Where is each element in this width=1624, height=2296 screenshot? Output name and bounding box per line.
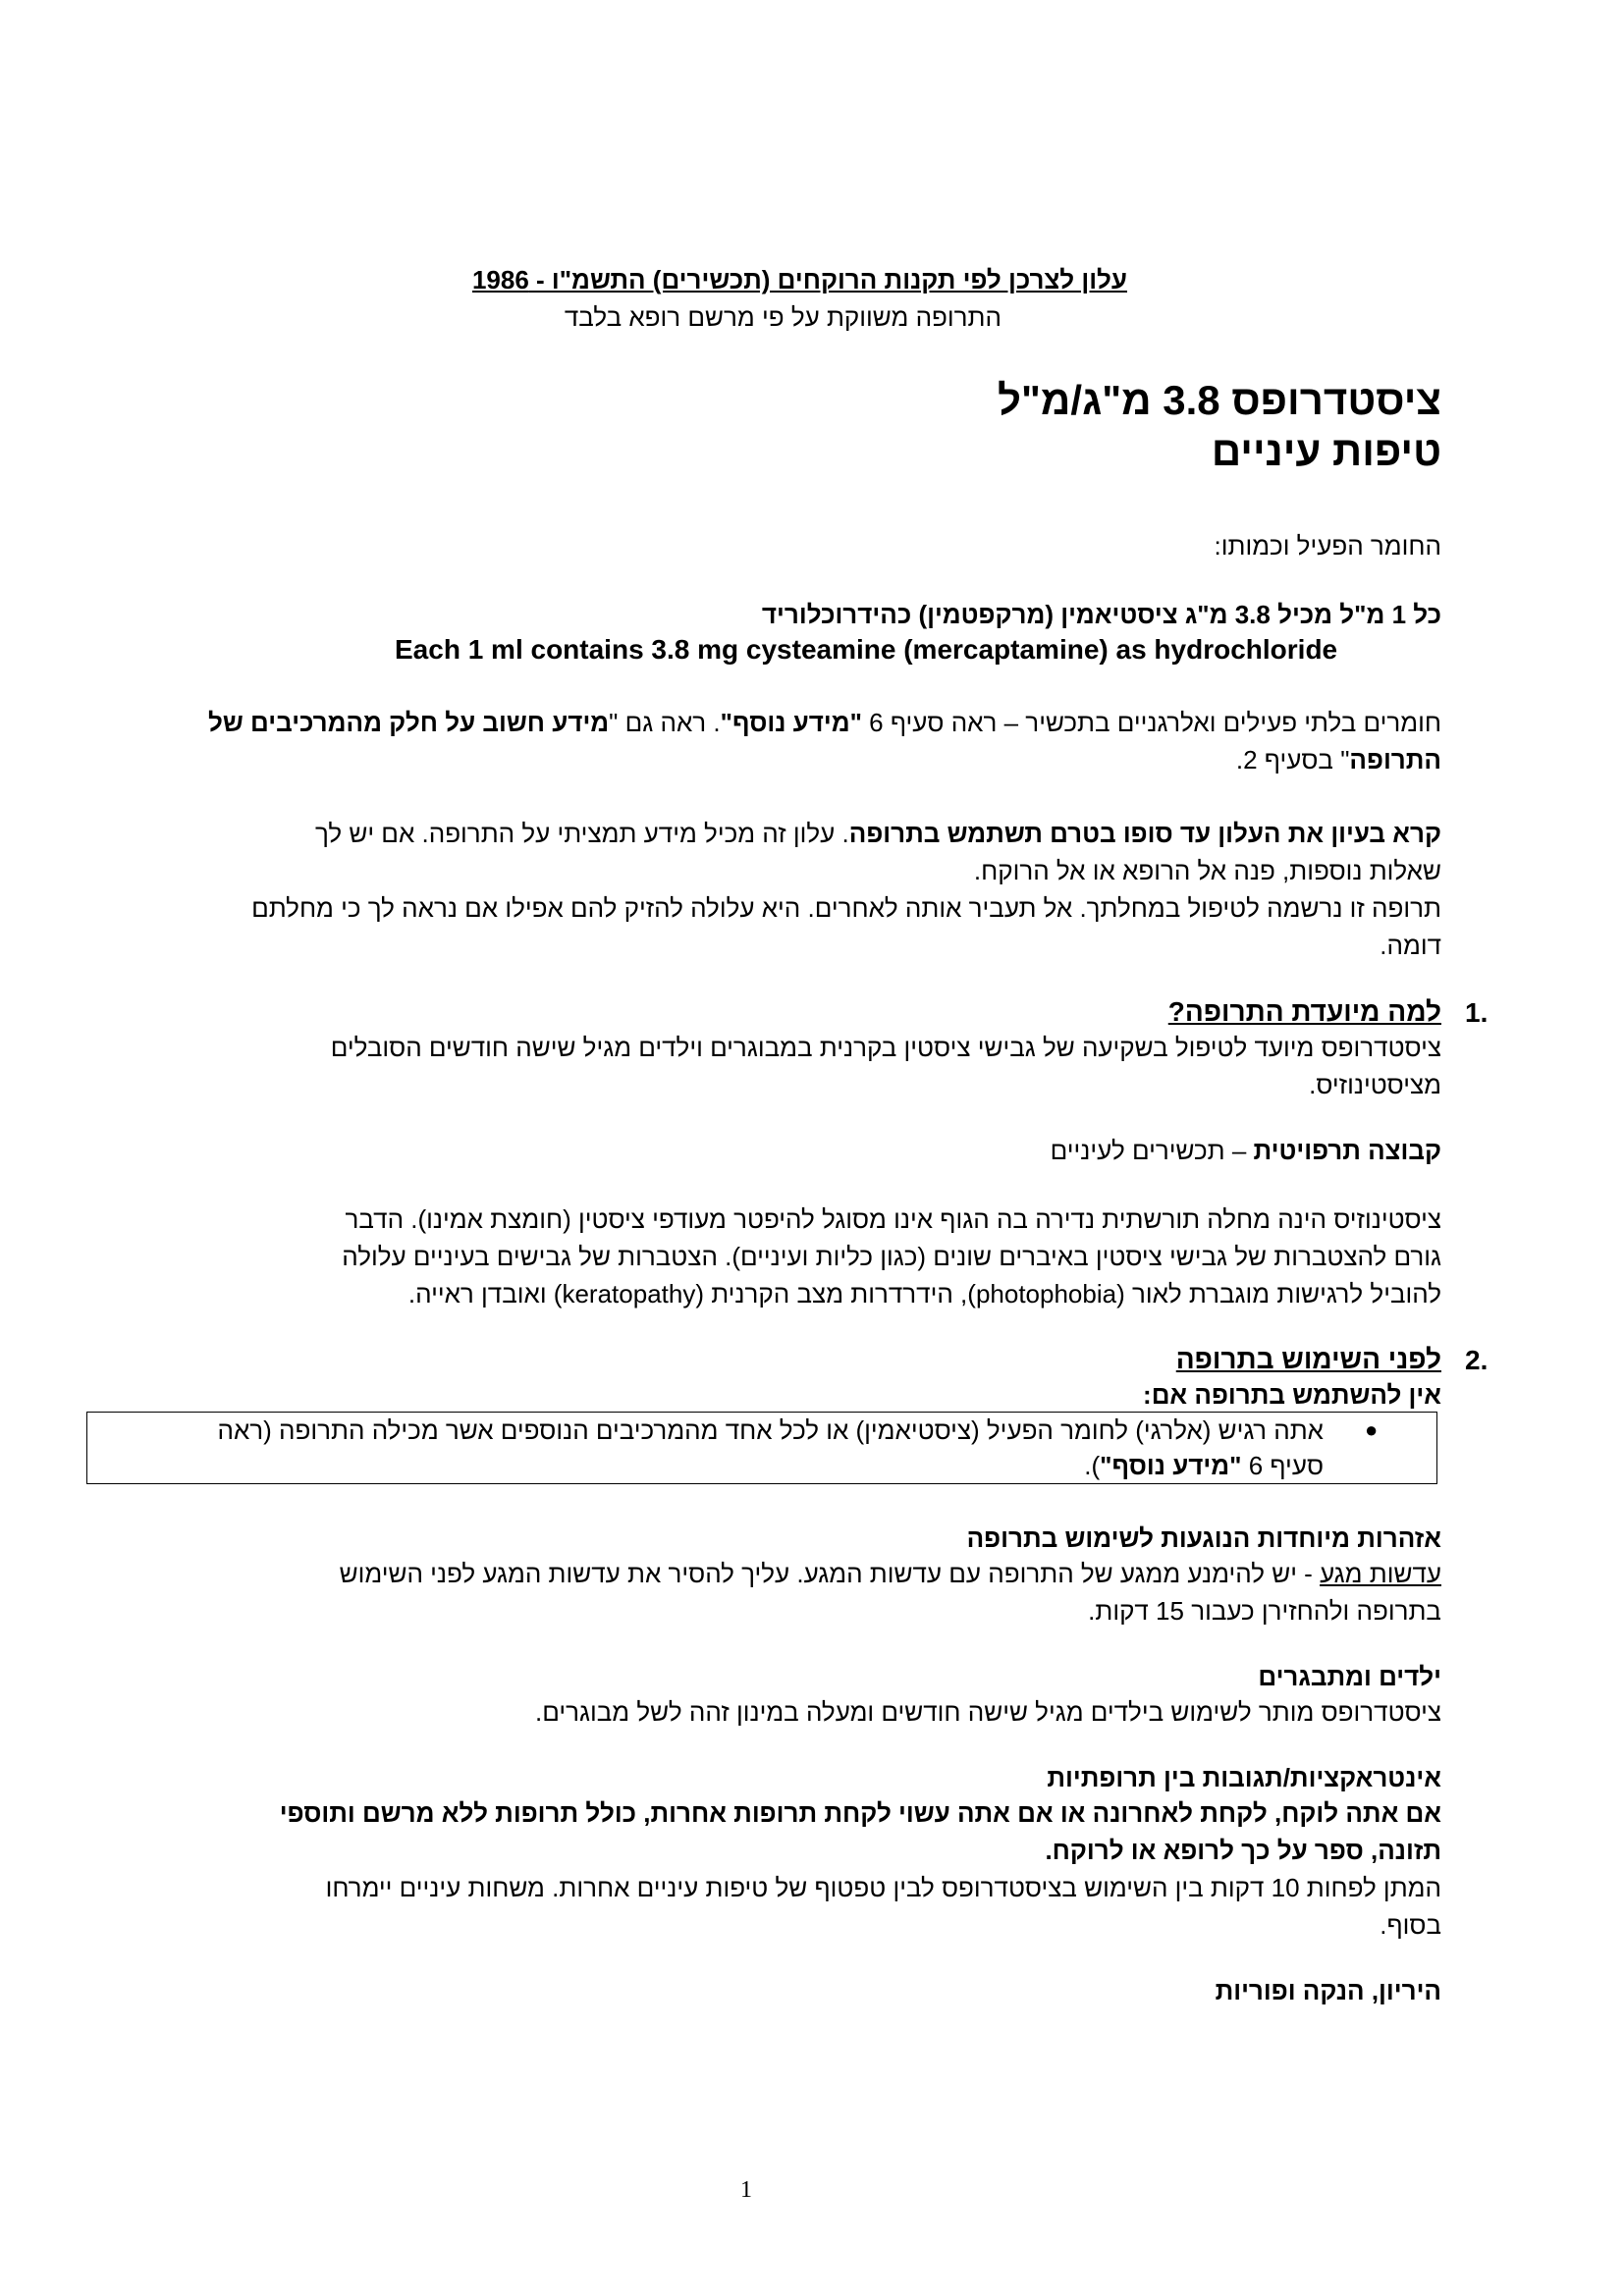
contact-lens-line2: בתרופה ולהחזירן כעבור 15 דקות. bbox=[1088, 1596, 1441, 1626]
read-carefully-rest: . עלון זה מכיל מידע תמציתי על התרופה. אם יש לך bbox=[314, 819, 849, 848]
cystinosis-desc-line2: גורם להצטברות של גבישי ציסטין באיברים שונים (כגון כליות ועיניים). הצטברות של גבישים בעיניים עלולה bbox=[342, 1242, 1441, 1271]
section1-indication-line1: ציסטדרופס מיועד לטיפול בשקיעה של גבישי ציסטין בקרנית במבוגרים וילדים מגיל שישה חודשים הסובלים bbox=[330, 1033, 1441, 1062]
interactions-bold-line2: תזונה, ספר על כך לרופא או לרוקח. bbox=[1045, 1836, 1441, 1865]
read-carefully-line1 bbox=[315, 815, 1441, 852]
product-title: ציסטדרופס 3.8 מ"ג/מ"ל bbox=[997, 377, 1441, 423]
active-ingredient-hebrew: כל 1 מ"ל מכיל 3.8 מ"ג ציסטיאמין (מרקפטמין) כהידרוכלוריד bbox=[761, 600, 1441, 629]
bullet-icon: ● bbox=[1365, 1417, 1379, 1442]
prescription-notice: התרופה משווקת על פי מרשם רופא בלבד bbox=[564, 302, 1001, 332]
cystinosis-desc-line1: ציסטינוזיס הינה מחלה תורשתית נדירה בה הגוף אינו מסוגל להיפטר מעודפי ציסטין (חומצת אמינו). הדבר bbox=[345, 1204, 1441, 1234]
read-carefully-line2: שאלות נוספות, פנה אל הרופא או אל הרוקח. bbox=[973, 856, 1441, 885]
interactions-bold-line1: אם אתה לוקח, לקחת לאחרונה או אם אתה עשוי לקחת תרופות אחרות, כולל תרופות ללא מרשם ותוספי bbox=[279, 1798, 1441, 1828]
section2-number: 2. bbox=[1465, 1345, 1489, 1375]
contraindication-line1: אתה רגיש (אלרגי) לחומר הפעיל (ציסטיאמין) או לכל אחד מהמרכיבים הנוספים אשר מכילה התרופה (ראה bbox=[217, 1415, 1324, 1445]
therapeutic-group-label: קבוצה תרפויטית bbox=[1253, 1136, 1441, 1165]
section2-heading: לפני השימוש בתרופה bbox=[1175, 1344, 1441, 1374]
leaflet-regulation-header: עלון לצרכן לפי תקנות הרוקחים (תכשירים) התשמ"ו - 1986 bbox=[471, 265, 1127, 294]
important-info-ref: מידע חשוב על חלק מהמרכיבים של bbox=[208, 708, 610, 737]
contraindication-end: ). bbox=[1084, 1451, 1101, 1480]
section2-ref: " בסעיף 2. bbox=[1235, 745, 1350, 774]
cystinosis-desc-line3: להוביל לרגישות מוגברת לאור (photophobia), הידרדרות מצב הקרנית (keratopathy) ואובדן ראייה. bbox=[407, 1279, 1441, 1308]
product-form: טיפות עיניים bbox=[1211, 428, 1441, 474]
inactive-ingredients-line2 bbox=[1236, 741, 1441, 778]
section1-number: 1. bbox=[1465, 997, 1489, 1028]
page-number: 1 bbox=[740, 2177, 752, 2203]
contraindication-ref: סעיף 6 bbox=[1241, 1451, 1324, 1480]
do-not-use-heading: אין להשתמש בתרופה אם: bbox=[1143, 1380, 1441, 1410]
special-warnings-heading: אזהרות מיוחדות הנוגעות לשימוש בתרופה bbox=[966, 1523, 1441, 1553]
contact-lens-text: - יש להימנע ממגע של התרופה עם עדשות המגע. עליך להסיר את עדשות המגע לפני השימוש bbox=[339, 1559, 1321, 1588]
inactive-text-mid: . ראה גם " bbox=[609, 708, 721, 737]
interactions-heading: אינטראקציות/תגובות בין תרופתיות bbox=[1047, 1763, 1441, 1792]
section1-indication-line2: מציסטינוזיס. bbox=[1309, 1070, 1441, 1099]
read-carefully-line4: דומה. bbox=[1380, 931, 1441, 960]
read-carefully-bold: קרא בעיון את העלון עד סופו בטרם תשתמש בתרופה bbox=[848, 819, 1441, 848]
read-carefully-line3: תרופה זו נרשמה לטיפול במחלתך. אל תעביר אותה לאחרים. היא עלולה להזיק להם אפילו אם נראה לך כי מחלתם bbox=[251, 893, 1441, 923]
children-text: ציסטדרופס מותר לשימוש בילדים מגיל שישה חודשים ומעלה במינון זהה לשל מבוגרים. bbox=[535, 1697, 1441, 1727]
contact-lens-line1 bbox=[340, 1555, 1441, 1592]
active-ingredient-label: החומר הפעיל וכמותו: bbox=[1214, 531, 1441, 561]
pregnancy-heading: היריון, הנקה ופוריות bbox=[1215, 1976, 1441, 2005]
additional-info-ref-2: "מידע נוסף" bbox=[1100, 1451, 1242, 1480]
important-info-ref-end: התרופה bbox=[1349, 745, 1441, 774]
therapeutic-group-value: – תכשירים לעיניים bbox=[1050, 1136, 1254, 1165]
inactive-text: חומרים בלתי פעילים ואלרגניים בתכשיר – ראה סעיף 6 bbox=[861, 708, 1441, 737]
children-heading: ילדים ומתבגרים bbox=[1258, 1662, 1441, 1691]
active-ingredient-english: Each 1 ml contains 3.8 mg cysteamine (mercaptamine) as hydrochloride bbox=[395, 634, 1338, 665]
contact-lens-label: עדשות מגע bbox=[1320, 1559, 1441, 1588]
inactive-ingredients-line1 bbox=[208, 704, 1441, 741]
interactions-line1: המתן לפחות 10 דקות בין השימוש בציסטדרופס לבין טפטוף של טיפות עיניים אחרות. משחות עיניים יימרחו bbox=[325, 1873, 1441, 1902]
additional-info-ref: "מידע נוסף" bbox=[720, 708, 862, 737]
interactions-line2: בסוף. bbox=[1380, 1910, 1441, 1940]
therapeutic-group bbox=[1051, 1132, 1441, 1169]
contraindication-line2 bbox=[1084, 1447, 1324, 1484]
section1-heading: למה מיועדת התרופה? bbox=[1167, 996, 1441, 1027]
